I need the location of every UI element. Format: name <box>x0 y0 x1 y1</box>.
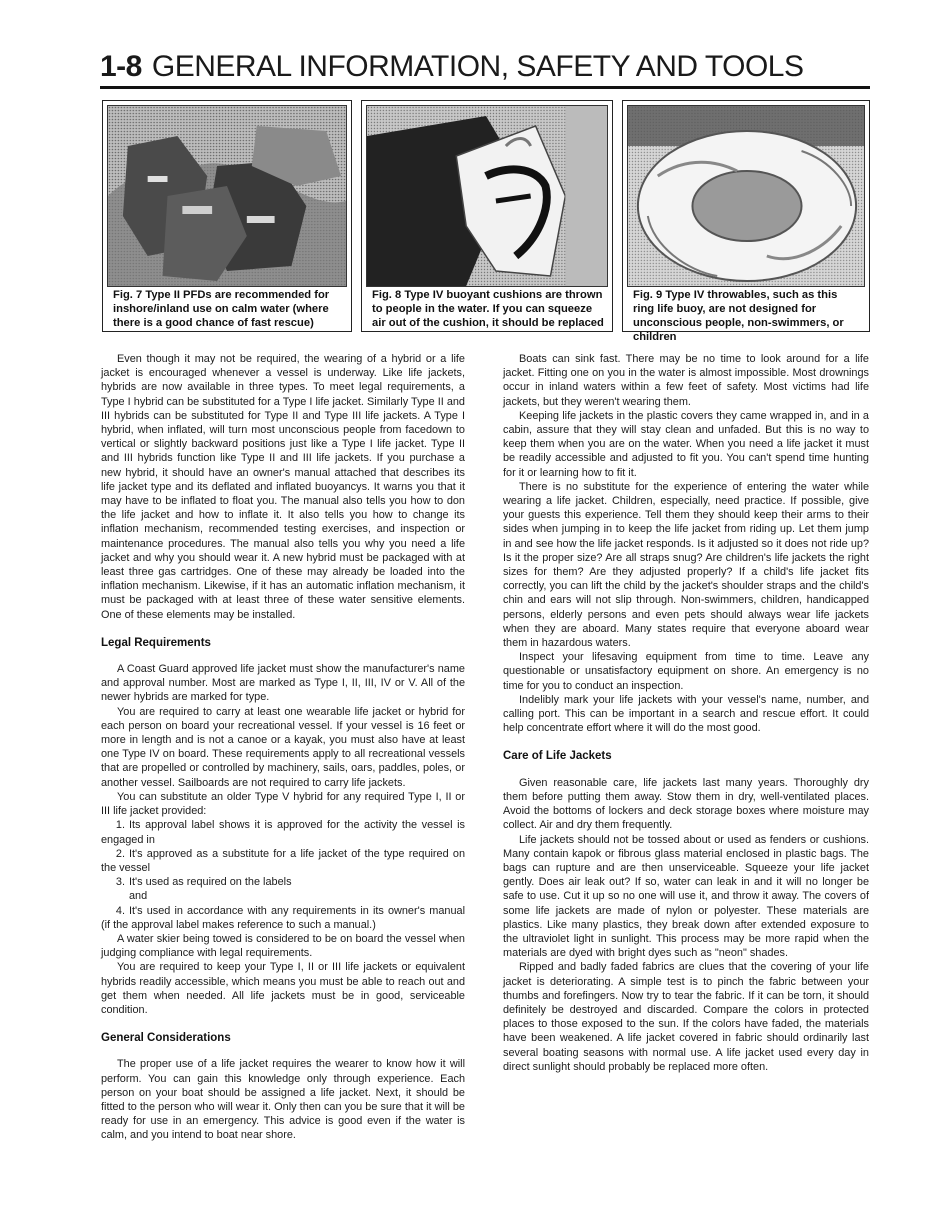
cushion-photo <box>366 105 608 287</box>
list-item: 2. It's approved as a substitute for a life jacket of the type required on the vessel <box>101 847 465 874</box>
list-item: and <box>129 890 148 903</box>
figure-8-caption: Fig. 8 Type IV buoyant cushions are thrown to people in the water. If you can squeeze air out of the cushion, it should be replaced <box>372 289 604 329</box>
figure-7 <box>102 100 352 332</box>
ring-buoy-photo <box>627 105 865 287</box>
paragraph: Ripped and badly faded fabrics are clues that the covering of your life jacket is deteriorating. A simple test is to pinch the fabric between your thumbs and forefingers. Now try to tear the fabric. If it can be torn, it should definitely be destroyed and discarded. Compare the colors in protected places to those exposed to the sun. If the colors have faded, the materials have been weakened. A life jacket covered in fabric should ordinarily last several boating seasons with normal use. A life jacket used every day in direct sunlight should probably be replaced more often. <box>503 961 869 1073</box>
life-jackets-photo <box>107 105 347 287</box>
list-item: 3. It's used as required on the labels <box>115 876 292 889</box>
paragraph: Keeping life jackets in the plastic covers they came wrapped in, and in a cabin, assure that they will stay clean and unfaded. But this is no way to keep them when you are on the water. When you need a life jacket it must be readily accessible and adjusted to fit you. You can't spend time hunting for it or learning how to fit it. <box>503 409 869 479</box>
page-header <box>100 50 870 89</box>
paragraph: A Coast Guard approved life jacket must show the manufacturer's name and approval number. Most are marked as Type I, II, III, IV or V. All of the newer hybrids are marked for type. <box>101 663 465 704</box>
paragraph: Even though it may not be required, the wearing of a hybrid or a life jacket is encouraged whenever a vessel is underway. Like life jackets, hybrids are now available in three types. To meet legal requirements, a Type I hybrid can be substituted for a Type I life jacket. Similarly Type II and III hybrids can be substituted for Type II and Type III life jackets. A Type I hybrid, when inflated, will turn most unconscious people from facedown to vertical or slightly backward positions just like a Type I life jacket. Type II and III hybrids function like Type II and III life jackets. If you purchase a new hybrid, it should have an owner's manual attached that describes its life jacket type and its deflated and inflated buoyancys. It warns you that it may have to be inflated to float you. The manual also tells you how to don the life jacket and how to inflate it. It also tells you how to change its inflation mechanism, recommended testing exercises, and inspection or maintenance procedures. The manual also tells you why you need a life jacket and why you should wear it. A new hybrid must be packaged with at least three gas cartridges. One of these may already be loaded into the inflation mechanism. Likewise, if it has an automatic inflation mechanism, it must be packaged with at least three of these water sensitive elements. One of these elements may be installed. <box>101 353 465 621</box>
paragraph: There is no substitute for the experience of entering the water while wearing a life jacket. Children, especially, need practice. If possible, give your guests this experience. Tell them they should keep their arms to their sides when jumping in to keep the life jacket from riding up. Let them jump in and see how the life jacket responds. Is it adjusted so it does not ride up? Is it the proper size? Are all straps snug? Are children's life jackets the right sizes for them? Are they adjusted properly? If a child's life jacket fits correctly, you can lift the child by the jacket's shoulder straps and the child's chin and ears will not slip through. Non-swimmers, children, handicapped persons, elderly persons and even pets should always wear life jackets when they are aboard. Many states require that everyone aboard wear them in hazardous waters. <box>503 480 869 650</box>
paragraph: Given reasonable care, life jackets last many years. Thoroughly dry them before putting them away. Stow them in dry, well-ventilated places. Avoid the bottoms of lockers and deck storage boxes where moisture may collect. Air and dry them frequently. <box>503 776 869 832</box>
figure-8 <box>361 100 613 332</box>
list-item: 4. It's used in accordance with any requirements in its owner's manual (if the approval label makes reference to such a manual.) <box>101 904 465 931</box>
general-considerations-heading: General Considerations <box>101 1032 231 1045</box>
care-of-life-jackets-heading: Care of Life Jackets <box>503 750 612 763</box>
paragraph: Inspect your lifesaving equipment from time to time. Leave any questionable or unsatisfactory equipment on shore. An emergency is no time for you to conduct an inspection. <box>503 651 869 692</box>
paragraph: Indelibly mark your life jackets with your vessel's name, number, and calling port. This can be important in a search and rescue effort. It could help concentrate effort where it will do the most good. <box>503 693 869 735</box>
paragraph: You are required to carry at least one wearable life jacket or hybrid for each person on board your recreational vessel. If your vessel is 16 feet or more in length and is not a canoe or a kayak, you must also have at least one Type IV on board. These requirements apply to all recreational vessels that are propelled or controlled by machinery, sails, oars, paddles, poles, or another vessel. Sailboards are not required to carry life jackets. <box>101 705 465 789</box>
legal-requirements-heading: Legal Requirements <box>101 636 211 649</box>
paragraph: You can substitute an older Type V hybrid for any required Type I, II or III life jacket provided: <box>101 790 465 818</box>
figure-9-caption: Fig. 9 Type IV throwables, such as this ring life buoy, are not designed for unconscious people, non-swimmers, or children <box>633 289 844 343</box>
paragraph: The proper use of a life jacket requires the wearer to know how it will perform. You can gain this knowledge only through experience. Each person on your boat should be assigned a life jacket. Next, it should be fitted to the person who will wear it. Only then can you be sure that it will be ready for use in an emergency. This advice is good even if the water is calm, and you intend to boat near shore. <box>101 1058 465 1142</box>
chapter-title: GENERAL INFORMATION, SAFETY AND TOOLS <box>151 50 804 83</box>
figure-7-caption: Fig. 7 Type II PFDs are recommended for inshore/inland use on calm water (where there is a good chance of fast rescue) <box>113 289 330 329</box>
paragraph: You are required to keep your Type I, II or III life jackets or equivalent hybrids readily accessible, which means you must be able to reach out and get them when needed. All life jackets must be in good, serviceable condition. <box>101 961 465 1016</box>
paragraph: Life jackets should not be tossed about or used as fenders or cushions. Many contain kapok or fibrous glass material enclosed in plastic bags. The bags can rupture and are then unserviceable. Squeeze your life jacket gently. Does air leak out? If so, water can leak in and it will no longer be safe to use. Cut it up so no one will use it, and throw it away. The covers of some life jackets are made of nylon or polyester. These materials are plastics. Like many plastics, they break down after extended exposure to the ultraviolet light in sunlight. This process may be more rapid when the materials are dyed with bright dyes such as "neon" shades. <box>503 833 869 960</box>
figure-9 <box>622 100 870 343</box>
paragraph: Boats can sink fast. There may be no time to look around for a life jacket. Fitting one on you in the water is almost impossible. Most drownings occur in inland waters within a few feet of safety. Most victims had life jackets, but they weren't wearing them. <box>503 353 869 408</box>
left-column <box>101 352 465 1143</box>
figure-row <box>102 100 870 343</box>
chapter-number: 1-8 <box>100 50 142 83</box>
right-column <box>503 352 869 1074</box>
paragraph: A water skier being towed is considered to be on board the vessel when judging compliance with legal requirements. <box>101 932 465 960</box>
list-item: 1. Its approval label shows it is approved for the activity the vessel is engaged in <box>101 819 465 846</box>
header-rule <box>100 86 870 89</box>
